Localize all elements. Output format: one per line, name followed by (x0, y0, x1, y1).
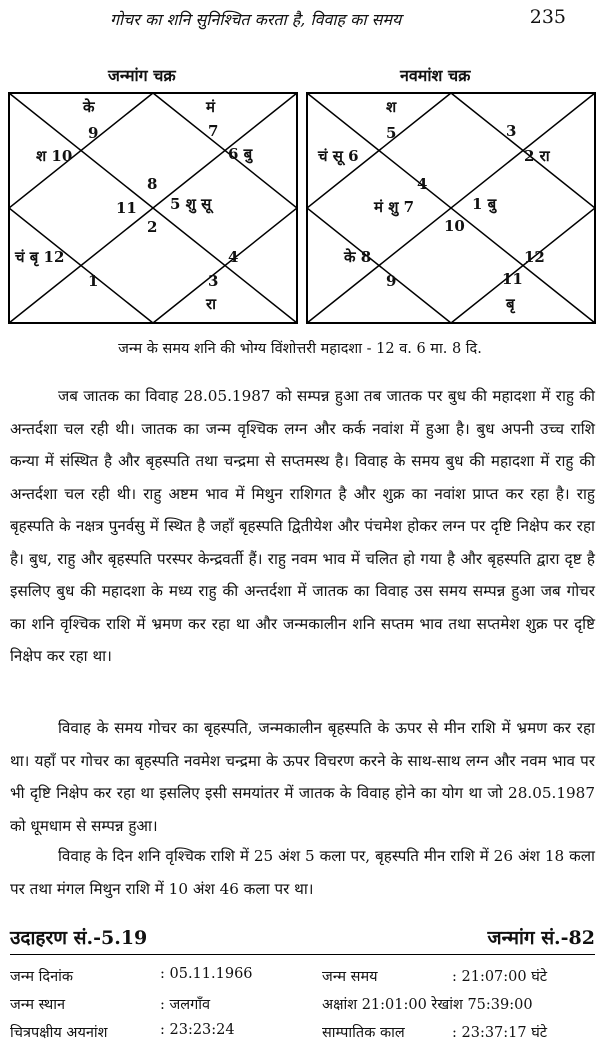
body-paragraph-2: विवाह के समय गोचर का बृहस्पति, जन्मकालीन बृहस्पति के ऊपर से मीन राशि में भ्रमण कर रहा था। यहाँ पर गोचर का बृहस्पति नवमेश चन्द्रमा के ऊपर विचरण करने के साथ-साथ लग्न और नवम भाव पर भी दृष्टि निक्षेप कर रहा था इसलिए इसी समयांतर में जातक के विवाह होने का योग था जो 28.05.1987 को धूमधाम से सम्पन्न हुआ। (10, 719, 595, 835)
navamsha-chart (306, 92, 596, 324)
nc-top-planet: श (386, 98, 397, 116)
dasha-caption: जन्म के समय शनि की भोग्य विंशोत्तरी महादशा - 12 व. 6 मा. 8 दि. (118, 341, 482, 357)
nc-left-upper: चं सू 6 (318, 147, 359, 165)
jc-left-lower-num: 1 (88, 272, 99, 290)
sidereal-time-label: साम्पातिक काल (322, 1025, 405, 1041)
ayanamsha-label: चित्रपक्षीय अयनांश (10, 1025, 108, 1041)
nc-top-num: 5 (386, 124, 397, 142)
ayanamsha-value: : 23:23:24 (160, 1022, 235, 1038)
jc-top-num: 9 (88, 124, 99, 142)
jc-left-upper: श 10 (36, 147, 73, 165)
latitude-longitude: अक्षांश 21:01:00 रेखांश 75:39:00 (322, 997, 533, 1013)
jc-right-upper: 6 बु (228, 145, 253, 163)
birth-row-1 (10, 966, 595, 992)
jc-topright-num: 7 (208, 122, 219, 140)
jc-center-bottom: 2 (147, 218, 158, 236)
birth-place-value: : जलगाँव (160, 997, 211, 1013)
navamsha-chart-grid (306, 92, 596, 324)
birth-row-3 (10, 1022, 595, 1048)
nc-left-lower: के 8 (344, 248, 372, 266)
jc-bottom-num: 3 (208, 272, 219, 290)
nc-center-top: 4 (417, 175, 428, 193)
page-number: 235 (529, 6, 566, 28)
example-number: उदाहरण सं.-5.19 (10, 927, 148, 949)
birth-row-2 (10, 994, 595, 1020)
chart-number: जन्मांग सं.-82 (487, 927, 595, 949)
nc-center-bottom: 10 (444, 217, 465, 235)
nc-bottom-num: 11 (502, 270, 523, 288)
jc-center-left: 11 (116, 199, 137, 217)
jc-right-lower: 4 (228, 248, 239, 266)
nc-topright-num: 3 (506, 122, 517, 140)
jc-center-right: 5 शु सू (170, 195, 212, 213)
janmang-chart-title: जन्मांग चक्र (108, 66, 176, 85)
birth-time-label: जन्म समय (322, 969, 378, 985)
birth-date-label: जन्म दिनांक (10, 969, 74, 985)
nc-center-left: मं शु 7 (374, 198, 415, 216)
jc-bottom-planet: रा (206, 295, 217, 313)
nc-right-upper: 2 रा (524, 147, 550, 165)
jc-top-planet: के (83, 98, 95, 116)
nc-right-lower: 12 (524, 248, 545, 266)
janmang-chart (8, 92, 298, 324)
body-paragraph-3: विवाह के दिन शनि वृश्चिक राशि में 25 अंश 5 कला पर, बृहस्पति मीन राशि में 26 अंश 18 कला पर तथा मंगल मिथुन राशि में 10 अंश 46 कला पर था। (10, 847, 595, 898)
jc-left-lower: चं बृ 12 (15, 248, 65, 266)
body-paragraph-1: जब जातक का विवाह 28.05.1987 को सम्पन्न हुआ तब जातक पर बुध की महादशा में राहु की अन्तर्दशा चल रही थी। जातक का जन्म वृश्चिक लग्न और कर्क नवांश में हुआ है। बुध अपनी उच्च राशि कन्या में संस्थित है और बृहस्पति तथा चन्द्रमा से सप्तमस्थ है। विवाह के समय बुध की महादशा में राहु की अन्तर्दशा चल रही थी। राहु अष्टम भाव में मिथुन राशिगत है और शुक्र का नवांश प्राप्त कर रहा है। राहु बृहस्पति के नक्षत्र पुनर्वसु में स्थित है जहाँ बृहस्पति द्वितीयेश और पंचमेश होकर लग्न पर दृष्टि निक्षेप कर रहा है। बुध, राहु और बृहस्पति परस्पर केन्द्रवर्ती हैं। राहु नवम भाव में चलित हो गया है और बृहस्पति द्वारा दृष्ट है इसलिए बुध की महादशा के मध्य राहु की अन्तर्दशा में जातक का विवाह उस समय सम्पन्न हुआ जब गोचर का शनि वृश्चिक राशि में भ्रमण कर रहा था और जन्मकालीन शनि सप्तम भाव तथा सप्तमेश शुक्र पर दृष्टि निक्षेप कर रहा था। (10, 387, 595, 665)
birth-place-label: जन्म स्थान (10, 997, 66, 1013)
nc-center-right: 1 बु (472, 195, 497, 213)
nc-bottom-planet: बृ (506, 295, 515, 313)
nc-left-lower-num: 9 (386, 272, 397, 290)
jc-topright-planet: मं (206, 98, 215, 116)
birth-date-value: : 05.11.1966 (160, 966, 253, 982)
sidereal-time-value: : 23:37:17 घंटे (452, 1025, 548, 1041)
navamsha-chart-title: नवमांश चक्र (400, 66, 471, 85)
example-heading (10, 924, 595, 955)
birth-time-value: : 21:07:00 घंटे (452, 969, 548, 985)
jc-center-top: 8 (147, 175, 158, 193)
janmang-chart-grid (8, 92, 298, 324)
running-title: गोचर का शनि सुनिश्चित करता है, विवाह का समय (110, 10, 402, 29)
running-header (0, 6, 600, 34)
